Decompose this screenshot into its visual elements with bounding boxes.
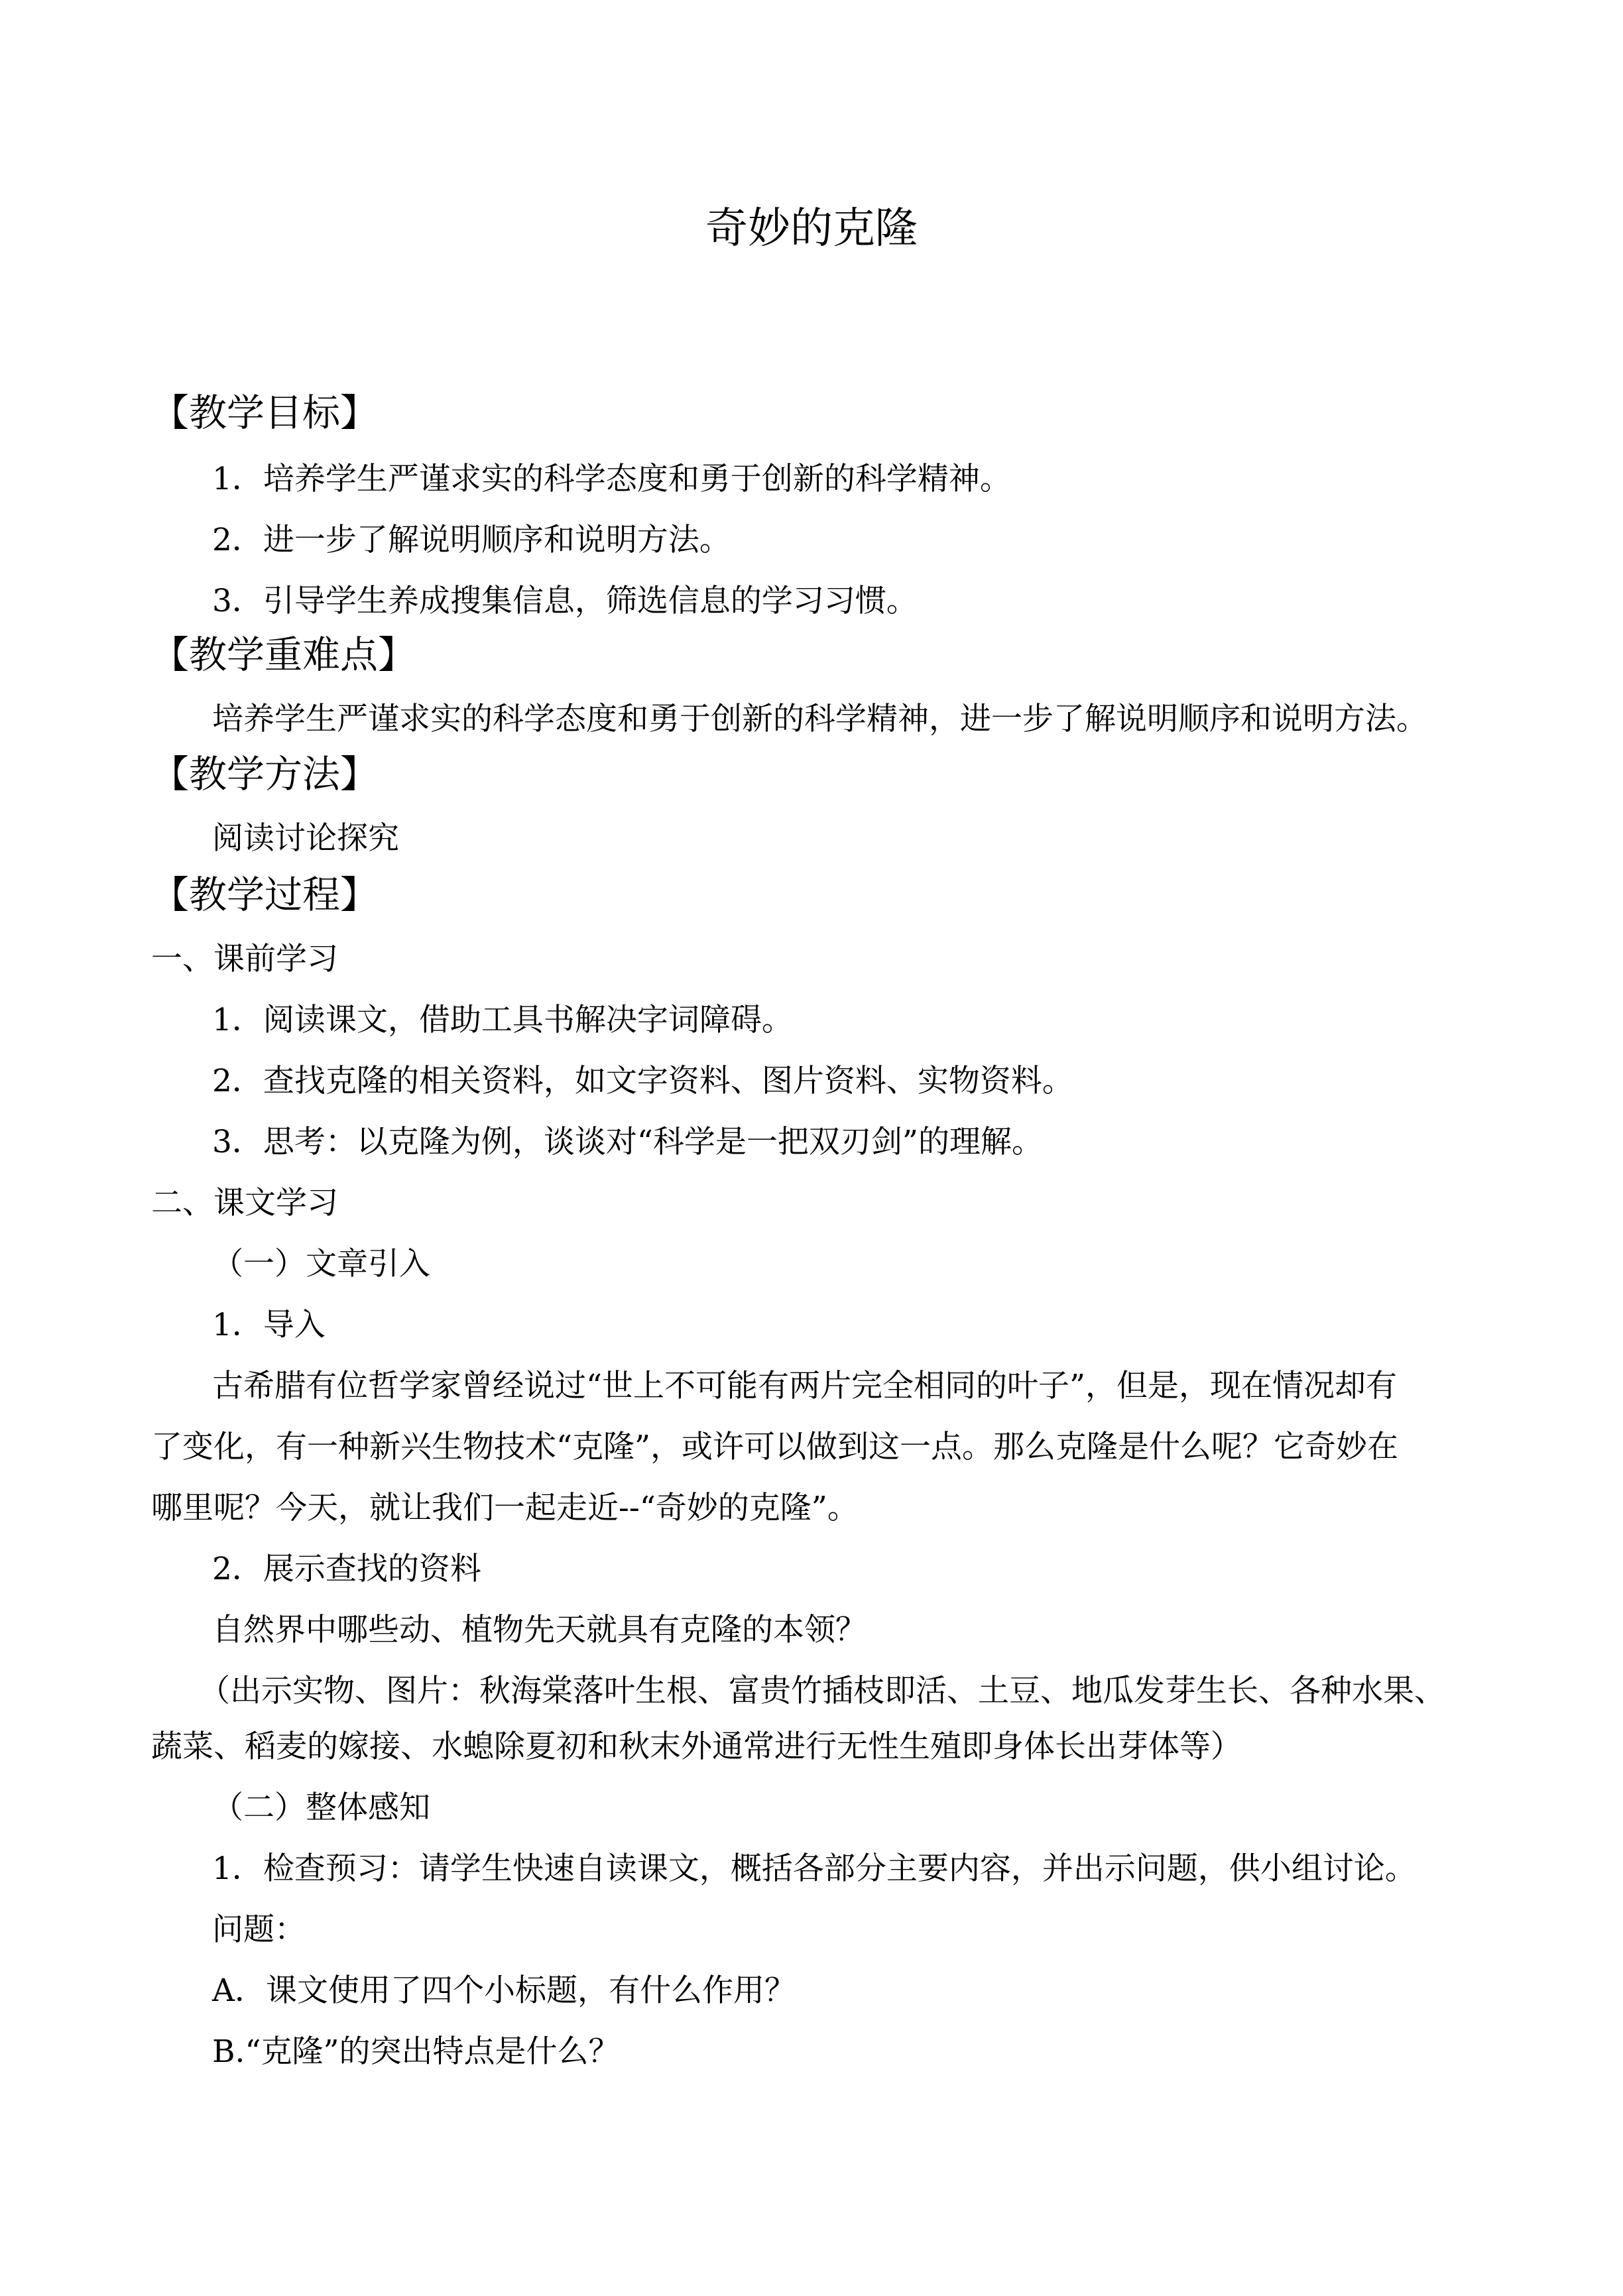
note-line-1: （出示实物、图片：秋海棠落叶生根、富贵竹插枝即活、土豆、地瓜发芽生长、各种水果、: [199, 1673, 1445, 1709]
part1-question: 自然界中哪些动、植物先天就具有克隆的本领？: [212, 1612, 867, 1648]
section1-title: 一、课前学习: [151, 941, 338, 977]
goal-item-1: 1．培养学生严谨求实的科学态度和勇于创新的科学精神。: [212, 461, 1011, 497]
goal-item-2: 2．进一步了解说明顺序和说明方法。: [212, 522, 731, 558]
goals-heading: 【教学目标】: [151, 391, 378, 435]
goal-item-3: 3．引导学生养成搜集信息，筛选信息的学习习惯。: [212, 583, 918, 619]
intro-line-1: 古希腊有位哲学家曾经说过“世上不可能有两片完全相同的叶子”，但是，现在情况却有: [212, 1368, 1398, 1404]
keypoints-text: 培养学生严谨求实的科学态度和勇于创新的科学精神，进一步了解说明顺序和说明方法。: [212, 701, 1427, 737]
document-title: 奇妙的克隆: [705, 204, 918, 253]
process-heading: 【教学过程】: [151, 873, 378, 917]
part1-step2: 2．展示查找的资料: [212, 1551, 481, 1587]
method-heading: 【教学方法】: [151, 753, 378, 796]
part1-step1: 1．导入: [212, 1307, 326, 1343]
section2-title: 二、课文学习: [151, 1185, 338, 1221]
questions-label: 问题：: [212, 1911, 306, 1948]
question-a: A．课文使用了四个小标题，有什么作用？: [212, 1972, 796, 2009]
section1-item-3: 3．思考：以克隆为例，谈谈对“科学是一把双刃剑”的理解。: [212, 1124, 1043, 1160]
part2-title: （二）整体感知: [212, 1789, 430, 1826]
intro-line-2: 了变化，有一种新兴生物技术“克隆”，或许可以做到这一点。那么克隆是什么呢？它奇妙在: [151, 1429, 1399, 1465]
section1-item-1: 1．阅读课文，借助工具书解决字词障碍。: [212, 1002, 793, 1038]
method-text: 阅读讨论探究: [212, 820, 399, 857]
question-b: B.“克隆”的突出特点是什么？: [212, 2033, 620, 2070]
note-line-2: 蔬菜、稻麦的嫁接、水螅除夏初和秋末外通常进行无性生殖即身体长出芽体等）: [151, 1728, 1242, 1765]
part1-title: （一）文章引入: [212, 1246, 430, 1282]
section1-item-2: 2．查找克隆的相关资料，如文字资料、图片资料、实物资料。: [212, 1063, 1073, 1099]
intro-line-3: 哪里呢？今天，就让我们一起走近--“奇妙的克隆”。: [151, 1490, 859, 1526]
part2-step1: 1．检查预习：请学生快速自读课文，概括各部分主要内容，并出示问题，供小组讨论。: [212, 1850, 1416, 1887]
keypoints-heading: 【教学重难点】: [151, 633, 416, 677]
